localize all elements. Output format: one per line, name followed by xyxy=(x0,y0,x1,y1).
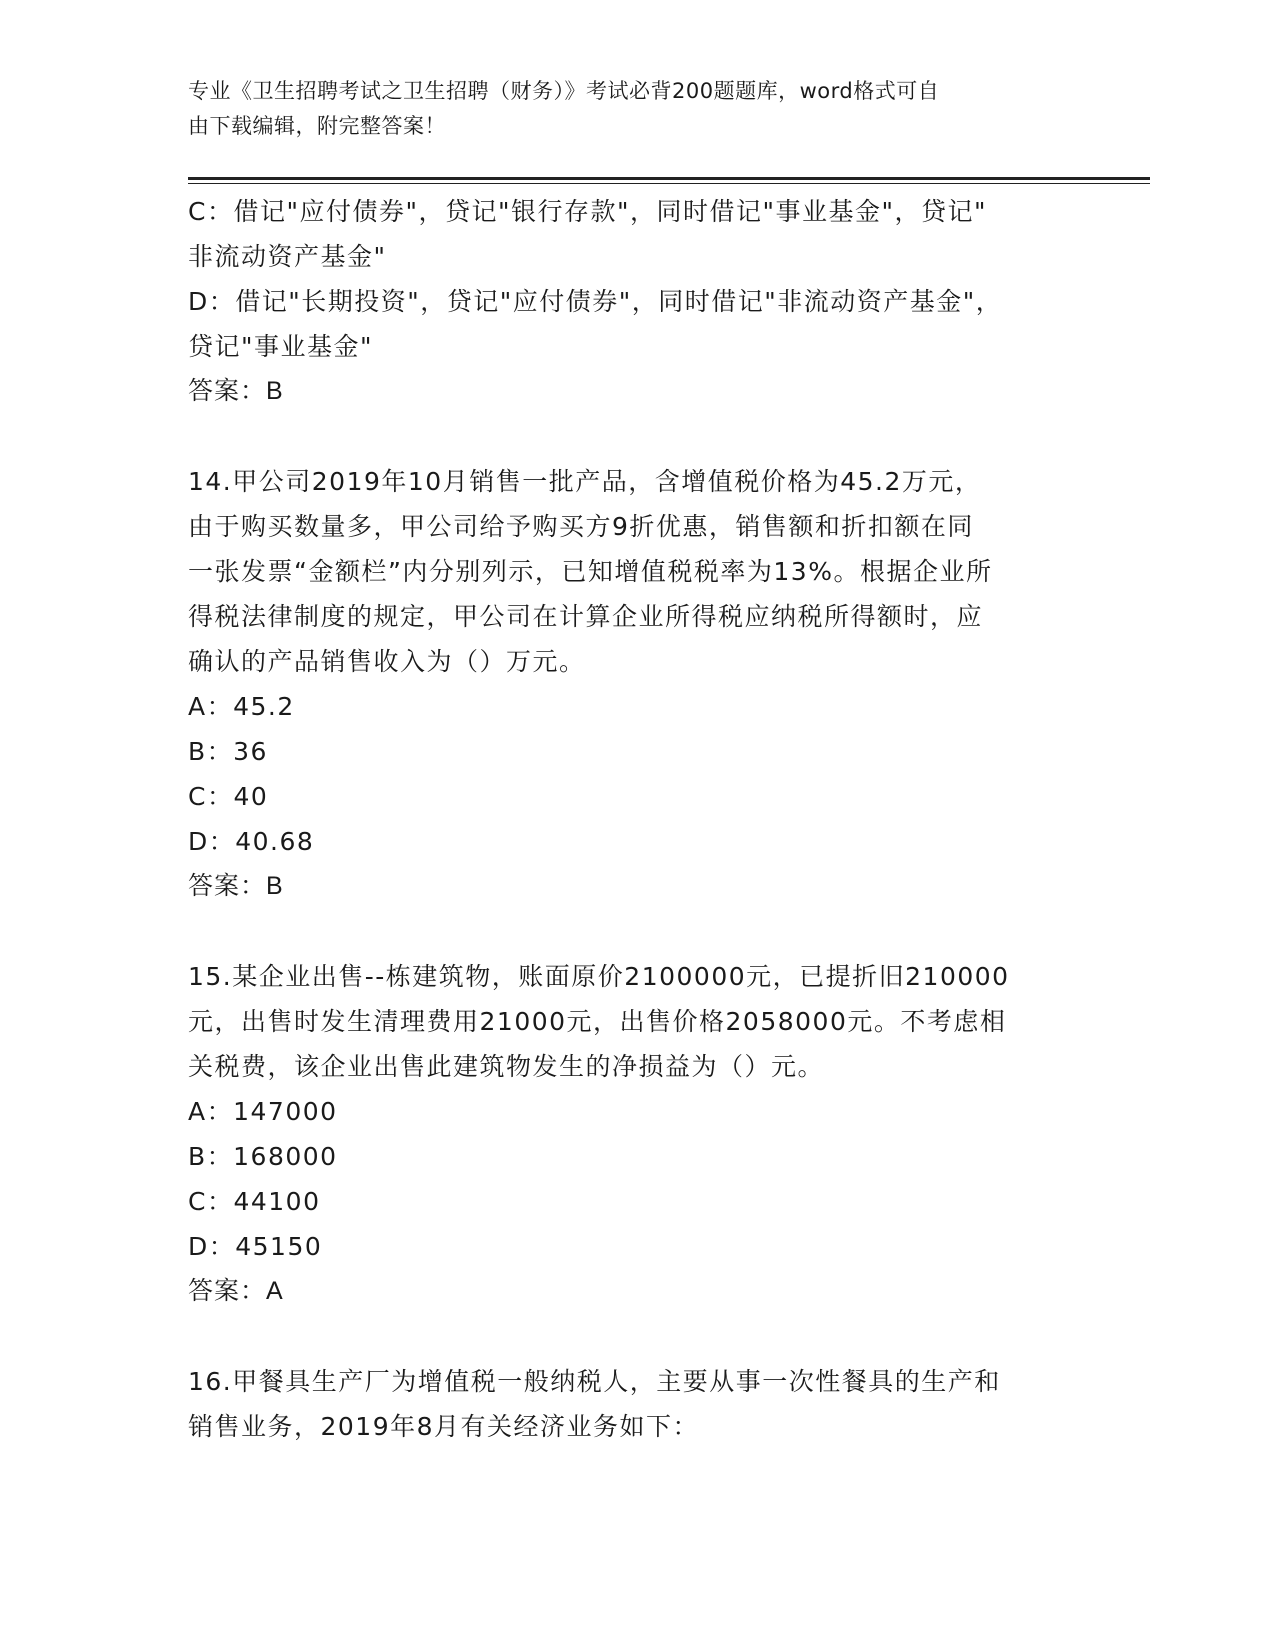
option-d: D：40.68 xyxy=(188,827,315,856)
question-stem-line: 元，出售时发生清理费用21000元，出售价格2058000元。不考虑相 xyxy=(188,1007,1007,1036)
answer: 答案：B xyxy=(188,872,284,900)
option-c: C：40 xyxy=(188,782,269,811)
question-stem-line: 16.甲餐具生产厂为增值税一般纳税人，主要从事一次性餐具的生产和 xyxy=(188,1367,1001,1396)
question-stem-line: 由于购买数量多，甲公司给予购买方9折优惠，销售额和折扣额在同 xyxy=(188,512,974,541)
question-16 xyxy=(188,1359,1088,1449)
option-a: A：147000 xyxy=(188,1097,338,1126)
option-b: B：36 xyxy=(188,737,268,766)
header-line-2: 由下载编辑，附完整答案！ xyxy=(188,114,446,138)
question-stem-line: 确认的产品销售收入为（）万元。 xyxy=(188,647,586,676)
question-15 xyxy=(188,954,1088,1314)
option-c-line-1: C：借记"应付债券"，贷记"银行存款"，同时借记"事业基金"，贷记" xyxy=(188,197,987,226)
option-d-line-2: 贷记"事业基金" xyxy=(188,332,373,361)
prev-question xyxy=(188,189,1088,414)
question-14 xyxy=(188,459,1088,909)
answer: 答案：B xyxy=(188,377,284,405)
question-stem-line: 一张发票“金额栏”内分别列示，已知增值税税率为13%。根据企业所 xyxy=(188,557,993,586)
option-b: B：168000 xyxy=(188,1142,338,1171)
option-d-line-1: D：借记"长期投资"，贷记"应付债券"，同时借记"非流动资产基金"， xyxy=(188,287,1003,316)
spacer xyxy=(188,1314,1088,1359)
question-stem-line: 销售业务，2019年8月有关经济业务如下： xyxy=(188,1412,700,1441)
question-stem-line: 14.甲公司2019年10月销售一批产品，含增值税价格为45.2万元， xyxy=(188,467,982,496)
question-content xyxy=(188,189,1088,1449)
answer: 答案：A xyxy=(188,1277,284,1305)
question-stem-line: 得税法律制度的规定，甲公司在计算企业所得税应纳税所得额时，应 xyxy=(188,602,984,631)
question-stem-line: 关税费，该企业出售此建筑物发生的净损益为（）元。 xyxy=(188,1052,825,1081)
header-divider-thick xyxy=(188,177,1150,180)
option-d: D：45150 xyxy=(188,1232,323,1261)
option-a: A：45.2 xyxy=(188,692,295,721)
header-line-1: 专业《卫生招聘考试之卫生招聘（财务）》考试必背200题题库，word格式可自 xyxy=(188,79,940,103)
header-divider-thin xyxy=(188,183,1150,184)
spacer xyxy=(188,414,1088,459)
spacer xyxy=(188,909,1088,954)
option-c: C：44100 xyxy=(188,1187,321,1216)
option-c-line-2: 非流动资产基金" xyxy=(188,242,387,271)
question-stem-line: 15.某企业出售--栋建筑物，账面原价2100000元，已提折旧210000 xyxy=(188,962,1010,991)
document-header xyxy=(188,74,1078,144)
